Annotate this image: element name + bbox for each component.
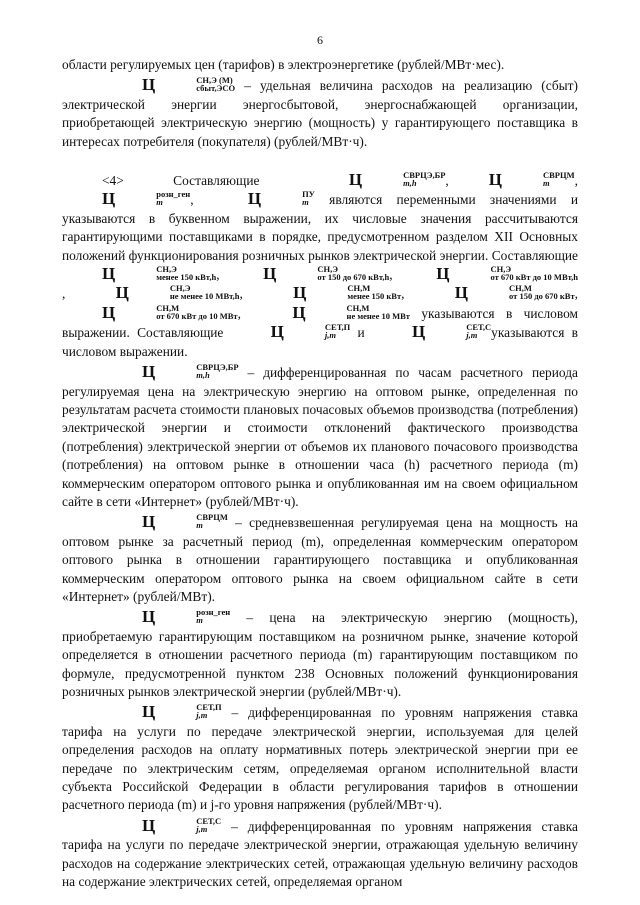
symbol-svrcm: Ц СВРЦМ m xyxy=(142,512,228,532)
symbol-set-c-inline: Ц СЕТ,С j,m xyxy=(412,322,492,342)
page-number: 6 xyxy=(317,33,323,47)
paragraph-set-p-definition: Ц СЕТ,П j,m – дифференцированная по уровням напряжения ставка тарифа на услуги по передаче электрической энергии, используемая для целей определения расходов на оплату нормативных потерь электрической энергии при ее передаче по электрическим сетям, определяемая органом исполнительной власти субъекта Российской Федерации в области регулирования тарифов в отношении расчетного периода (m) и j-го уровня напряжения (рублей/МВт·ч). xyxy=(62,702,578,813)
symbol-snm-670-10: Ц СН,М от 670 кВт до 10 МВт xyxy=(102,302,238,322)
paragraph-svrce-br-definition: Ц СВРЦЭ,БР m,h – дифференцированная по часам расчетного периода регулируемая цена на электрическую энергию на оптовом рынке, определенная по результатам расчета стоимости плановых почасовых объемов производства (потребления) электрической энергии и стоимости отклонений фактического производства (потребления) электрической энергии от объемов их планового почасового производства (потребления) на оптовом рынке в отношении часа (h) расчетного периода (m) коммерческим оператором оптового рынка и опубликованная им на своем официальном сайте в сети «Интернет» (рублей/МВт·ч). xyxy=(62,362,578,509)
paragraph-sbyt-definition: Ц СН,Э (М) сбыт,ЭСО – удельная величина расходов на реализацию (сбыт) электрической энергии энергосбытовой, энергоснабжающей организации, приобретающей электрическую энергию (мощность) у гарантирующего поставщика в интересах потребителя (покупателя) (рублей/МВт·ч). xyxy=(62,75,578,149)
symbol-set-c: Ц СЕТ,С j,m xyxy=(142,815,222,835)
symbol-sne-150: Ц СН,Э менее 150 кВт,h xyxy=(102,264,217,284)
symbol-snm-150-670: Ц СН,М от 150 до 670 кВт xyxy=(454,283,575,303)
symbol-sne-670-10: Ц СН,Э от 670 кВт до 10 МВт,h xyxy=(436,264,578,284)
symbol-rozn-gen: Ц розн_ген m xyxy=(102,189,191,209)
document-body xyxy=(62,56,578,891)
symbol-sbyt: Ц СН,Э (М) сбыт,ЭСО xyxy=(142,75,236,95)
symbol-snm-150: Ц СН,М менее 150 кВт xyxy=(293,283,402,303)
symbol-set-p: Ц СЕТ,П j,m xyxy=(142,702,222,722)
symbol-snm-10: Ц СН,М не менее 10 МВт xyxy=(292,302,410,322)
paragraph-rozn-gen-definition: Ц розн_ген m – цена на электрическую энергию (мощность), приобретаемую гарантирующим поставщиком на розничном рынке, значение которой определяется в отношении расчетного периода (m) гарантирующим поставщиком по формуле, предусмотренной пунктом 238 Основных положений функционирования розничных рынков электрической энергии (рублей/МВт·ч). xyxy=(62,607,578,699)
symbol-sne-10: Ц СН,Э не менее 10 МВт,h xyxy=(115,283,240,303)
paragraph-tariff-area: области регулируемых цен (тарифов) в электроэнергетике (рублей/МВт·мес). xyxy=(62,57,505,72)
symbol-rozn-gen: Ц розн_ген m xyxy=(142,607,231,627)
symbol-pu: Ц ПУ m xyxy=(247,189,315,209)
symbol-sne-150-670: Ц СН,Э от 150 до 670 кВт,h xyxy=(263,264,390,284)
paragraph-svrcm-definition: Ц СВРЦМ m – средневзвешенная регулируемая цена на мощность на оптовом рынке за расчетный период (m), определенная коммерческим оператором оптового рынка в отношении гарантирующего поставщика и опубликованная коммерческим оператором оптового рынка на своем официальном сайте в сети «Интернет» (рублей/МВт). xyxy=(62,512,578,604)
paragraph-set-c-definition: Ц СЕТ,С j,m – дифференцированная по уровням напряжения ставка тарифа на услуги по передаче электрической энергии, отражающая удельную величину расходов на содержание электрических сетей, отражающая удельную величину расходов на содержание электрических сетей, определяемая органом xyxy=(62,815,578,890)
symbol-svrcm: Ц СВРЦМ m xyxy=(488,170,575,190)
symbol-svrce-br: Ц СВРЦЭ,БР m,h xyxy=(348,170,446,190)
symbol-svrce-br: Ц СВРЦЭ,БР m,h xyxy=(142,362,239,382)
symbol-set-p-inline: Ц СЕТ,П j,m xyxy=(270,322,351,342)
paragraph-note-4: <4> Составляющие Ц СВРЦЭ,БР m,h , Ц СВРЦМ m , Ц розн_ген m , Ц ПУ m являются переменными значениями и указываются в буквенном выражении, их числовые значения рассчитываются гарантирующими поставщиками в порядке, предусмотренном разделом XII Основных положений функционирования розничных рынков электрической энергии. Составляющие Ц СН,Э менее 150 кВт,h , Ц СН,Э от 150 до 670 кВт,h , Ц СН,Э от 670 кВт до 10 МВт,h , Ц СН,Э не менее 10 МВт,h , Ц СН,М менее 150 кВт , Ц СН,М от 150 до 670 кВт , Ц СН,М от 670 кВт до 10 МВт , Ц СН,М не менее 10 МВт указываются в числовом выражении. Составляющие Ц СЕТ,П j,m и Ц СЕТ,С j,m указываются в числовом выражении. xyxy=(62,170,578,359)
